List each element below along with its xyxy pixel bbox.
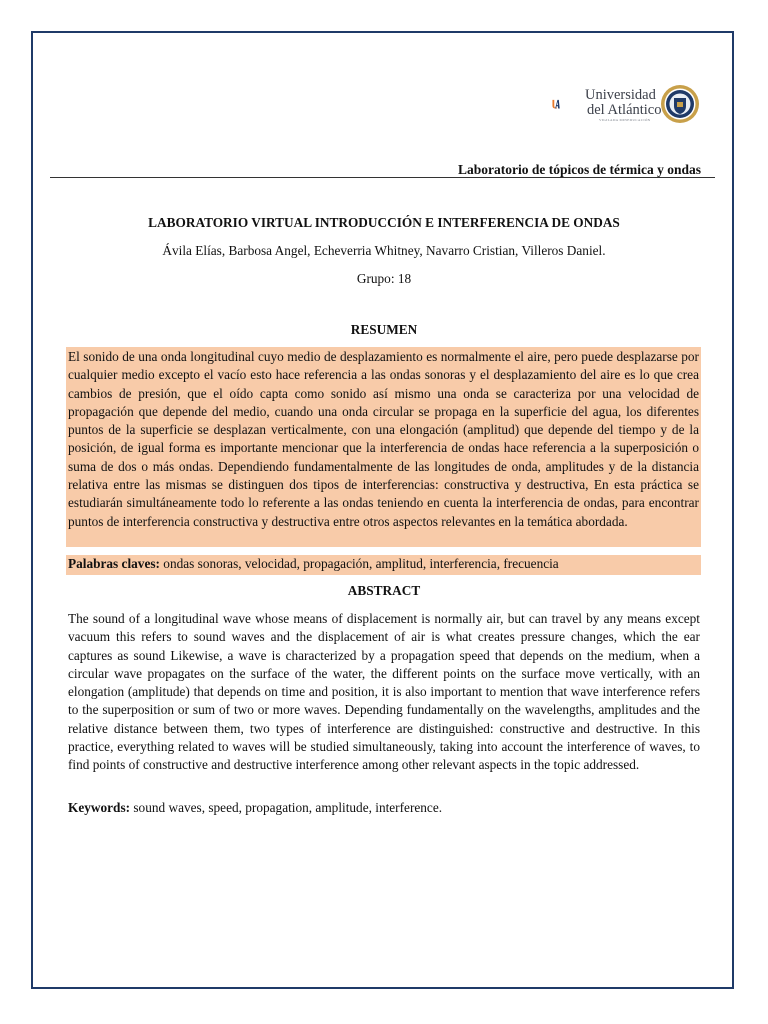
resumen-heading: RESUMEN — [350, 322, 418, 337]
paper-title: LABORATORIO VIRTUAL INTRODUCCIÓN E INTERFERENCIA DE ONDAS — [148, 215, 620, 230]
author-list: Ávila Elías, Barbosa Angel, Echeverria Whitney, Navarro Cristian, Villeros Daniel. — [162, 243, 606, 258]
keywords-label: Keywords: — [68, 800, 131, 815]
university-tagline: VIGILADA MINEDUCACIÓN — [599, 118, 651, 122]
abstract-heading: ABSTRACT — [347, 583, 421, 598]
abstract-body: The sound of a longitudinal wave whose means of displacement is normally air, but can travel by any means except vacuum this refers to sound waves and the displacement of air is what creates pressure changes, which the ear captures as sound Likewise, a wave is characterized by a propagation speed that depends on the medium, when a circular wave propagates on the surface of the water, the different points on the surface move vertically, with an elongation (amplitude) that depends on time and position, it is also important to mention that wave interference refers to the superposition or sum of two or more waves. Depending fundamentally on the wavelengths, amplitudes and the relative distance between them, two types of interference are distinguished: constructive and destructive. In this practice, everything related to waves will be studied simultaneously, taking into account the interference of waves, to find points of constructive and destructive interference among other relevant aspects in the topic addressed. — [68, 611, 700, 773]
palabras-claves — [66, 555, 701, 575]
palabras-claves-text: ondas sonoras, velocidad, propagación, amplitud, interferencia, frecuencia — [159, 556, 559, 571]
university-logo — [552, 82, 586, 126]
university-name-line1: Universidad — [585, 87, 656, 103]
keywords-text: sound waves, speed, propagation, amplitude, interference. — [130, 800, 443, 815]
university-seal-icon — [660, 84, 700, 124]
keywords — [68, 800, 700, 816]
resumen-body: El sonido de una onda longitudinal cuyo medio de desplazamiento es normalmente el aire, pero puede desplazarse por cualquier medio excepto el vacío esto hace referencia a las ondas sonoras y el desplazamiento del aire es lo que crea cambios de presión, que el oído capta como sonido así mismo una onda se caracteriza por una velocidad de propagación que depende del medio, cuando una onda circular se propaga en la superficie del agua, los diferentes puntos de la superficie se desplazan verticalmente, con una elongación (amplitud) que depende del tiempo y de la posición, de igual forma es importante mencionar que la interferencia de ondas hace referencia a la superposición o suma de dos o más ondas. Dependiendo fundamentalmente de las longitudes de onda, amplitudes y de la distancia relativa entre las mismas se distinguen dos tipos de interferencias: constructiva y destructiva, En esta práctica se estudiarán simultáneamente todo lo referente a las ondas teniendo en cuenta la interferencia de ondas, para encontrar puntos de interferencia constructiva y destructiva entre otros aspectos relevantes en la temática abordada. — [66, 347, 701, 547]
university-name — [585, 88, 662, 123]
palabras-claves-label: Palabras claves: — [68, 556, 160, 571]
university-name-line2: del Atlántico — [587, 101, 662, 118]
course-name: Laboratorio de tópicos de térmica y ondas — [458, 162, 701, 177]
group-number: Grupo: 18 — [356, 271, 412, 286]
